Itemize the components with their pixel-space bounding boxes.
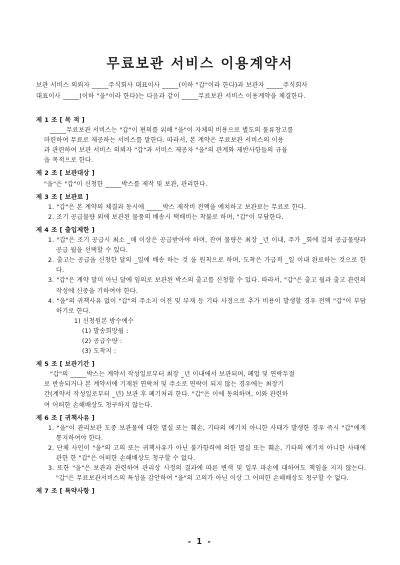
article-item: 1. "을"이 관리보관 도중 보관물에 대한 멸실 또는 훼손, 기타의 예기치 아니한 사태가 발생한 경우 즉시 "갑"에게 통지하여야 한다.: [48, 424, 366, 442]
intro-line: 대표이사 _____(이하 "을"이라 한다)는 다음과 같이 _____무료보관 서비스 이용계약을 체결한다.: [36, 93, 306, 100]
article-6: [36, 414, 366, 485]
article-heading: 제 5 조 [ 보관기간 ]: [36, 361, 95, 369]
article-2: [36, 169, 366, 189]
article-line: 로 반송되거나 본 계약서에 기재된 연락처 및 주소로 연락이 되지 않는 경우에는 최장기: [44, 381, 284, 389]
article-heading: 제 6 조 [ 귀책사유 ]: [36, 414, 95, 422]
article-item: 2. 단체 사인이 "을"의 고의 또는 귀책사유가 아닌 불가항력에 의한 멸실 또는 훼손, 기타의 예기치 아니한 사태에 관한 한 "갑"은 어떠한 손해배상도 청구할 수 없다.: [48, 444, 366, 462]
article-7: [36, 487, 366, 497]
article-line: 간(계약서 작성일로부터 _년) 보관 후 폐기처리 한다. "갑"은 이에 동의하며, 이와 관련하: [44, 391, 289, 399]
article-item: 3. "갑"은 계약 말미 아닌 달에 임의로 보관된 박스의 출고를 신청할 수 있다. 따라서, "갑"은 출고 월과 출고 관련의 작성에 신중을 기하여야 한다.: [48, 277, 366, 295]
article-4: [36, 226, 366, 357]
article-item: 1. "갑"은 조기 공급시 최소 _매 이상은 공급받아야 하며, 잔여 물량은 최장 _년 이내, 주가 _회에 걸쳐 공급물량과 공급 월을 선택할 수 있다.: [48, 237, 366, 255]
article-line: _____무료보관 서비스는 "갑"이 편의를 위해 "을"이 자체의 비용으로 별도의 물류창고를: [50, 127, 294, 135]
contract-body: [36, 113, 366, 497]
intro-line: 보관 서비스 의뢰자 _____주식회사 대표이사 _____(이하 "갑"이라 한다)과 보관자 _____주식회사: [36, 82, 308, 89]
article-item: 3. 또한 "을"은 보관과 관련하여 관리상 시정의 결과에 따른 변색 및 일부 파손에 대하여도 책임을 지지 않는다. "갑"은 무료보관서비스의 특성을 감안하여 "을"의 고의가 아닌 이상 그 어떠한 손해배상도 청구할 수 없다.: [48, 465, 366, 483]
article-5: [36, 360, 366, 410]
article-line: 마련하여 무료로 제공하는 서비스를 말한다. 따라서, 본 계약은 무료보관 서비스의 이용: [44, 137, 284, 145]
article-heading: 제 4 조 [ 출입제한 ]: [36, 226, 95, 234]
article-heading: 제 1 조 [ 목 적 ]: [36, 117, 85, 124]
article-item: 4. "을"의 귀책사유 없이 "갑"의 주소지 이전 및 부재 등 기타 사정으로 추가 비용이 발생할 경우 전액 "갑"이 부담하기로 한다.: [48, 297, 366, 315]
sub-item: 1) 신청원본 방수예수: [74, 317, 134, 325]
article-item: 1. "갑"은 본 계약의 체결과 동시에 _____박스 제작비 전액을 예치하고 보관료는 무료로 한다.: [48, 203, 307, 211]
article-1: [36, 116, 366, 166]
sub-item: (3) 도착지 :: [82, 348, 117, 356]
sub-item: (2) 공급수량 :: [82, 337, 123, 345]
intro-paragraph: [36, 80, 366, 102]
article-heading: 제 7 조 [ 특약사항 ]: [36, 488, 95, 496]
article-line: "갑"의 _____박스는 계약서 작성일로부터 최장 _년 이내에서 보관되며, 폐업 및 연락두절: [50, 371, 295, 379]
sub-item: (1) 발송희망월 :: [82, 327, 129, 335]
article-item: 2. 조기 공급물량 외에 보관된 물품의 배송시 택배비는 착불로 하며, "갑"이 부담한다.: [48, 213, 284, 221]
article-item: 2. 출고는 공급을 신청한 달의 _일에 배송 하는 것 을 원칙으로 하며, 도착은 가급적 _일 이내 완료하는 것으로 한다.: [48, 257, 366, 275]
article-line: 을 목적으로 한다.: [44, 157, 94, 165]
article-3: [36, 193, 366, 223]
article-line: 과 관련하여 보관 서비스 의뢰자 "갑"과 서비스 제공자 "을"의 관계와 제반사항들의 규율: [44, 147, 288, 155]
article-heading: 제 3 조 [ 보관료 ]: [36, 193, 89, 201]
document-title: 무료보관 서비스 이용계약서: [106, 56, 294, 72]
page-number: - 1 -: [187, 537, 213, 546]
article-line: "을"은 "갑"이 신청한 _____박스를 제작 및 보관, 관리한다.: [44, 180, 208, 188]
article-line: 여 어떠한 손해배상도 청구하지 않는다.: [44, 401, 153, 409]
article-heading: 제 2 조 [ 보관대상 ]: [36, 170, 95, 178]
